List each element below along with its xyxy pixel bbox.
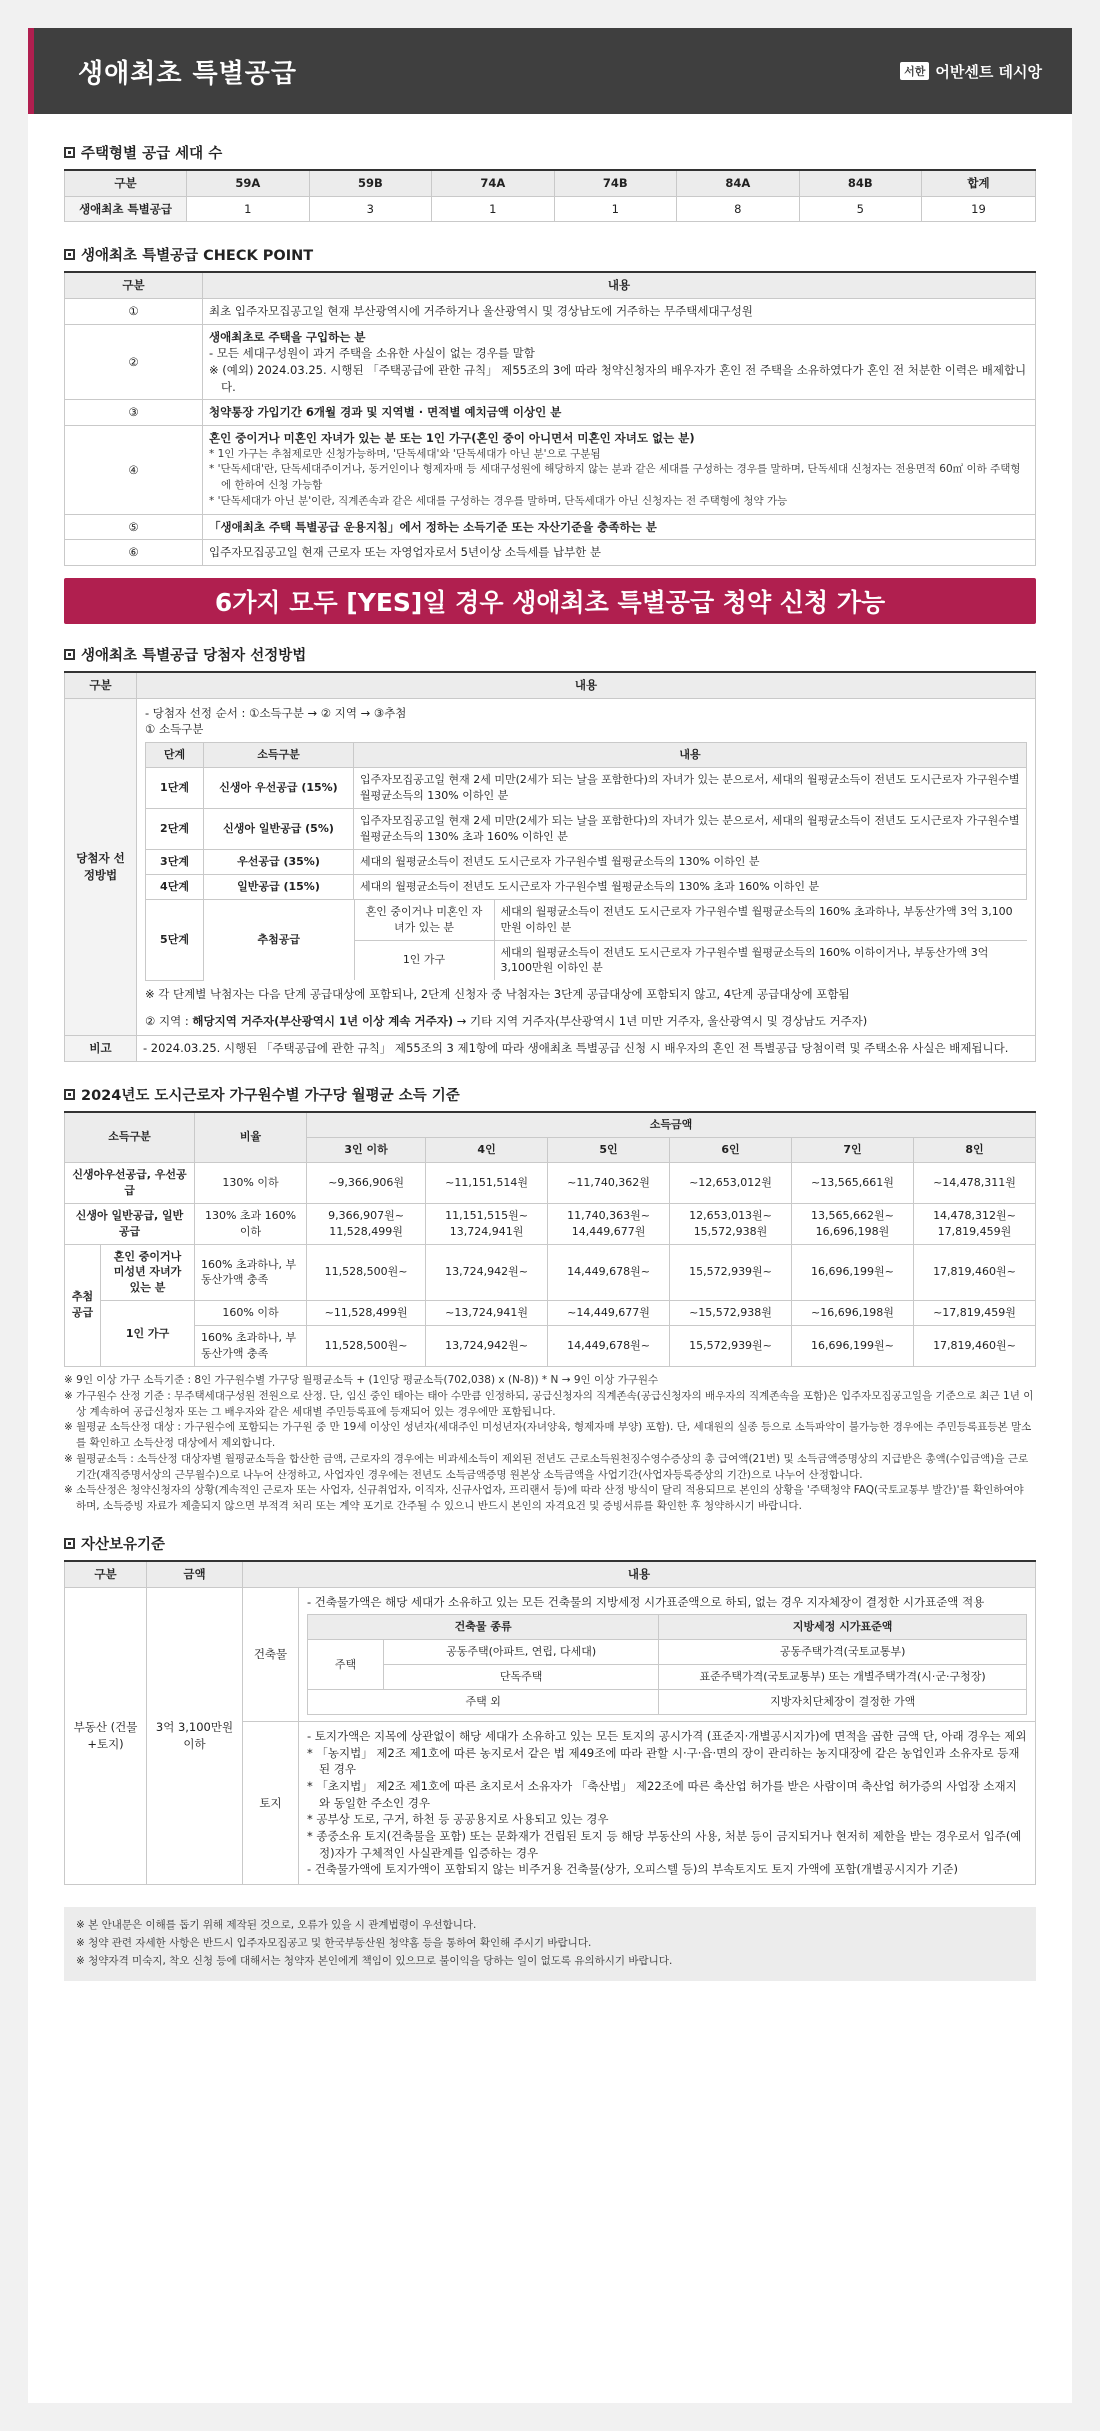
income-value: 14,449,678원~ xyxy=(548,1326,670,1367)
checkpoint-content xyxy=(203,426,1036,515)
building-header-cell: 건축물 종류 xyxy=(308,1615,659,1640)
units-header-cell: 구분 xyxy=(65,170,187,196)
checkpoint-line: 혼인 중이거나 미혼인 자녀가 있는 분 또는 1인 가구(혼인 중이 아니면서 미혼인 자녀도 없는 분) xyxy=(209,431,695,446)
income-ratio: 160% 초과하나, 부동산가액 충족 xyxy=(195,1244,307,1301)
checkpoint-line: * '단독세대가 아닌 분'이란, 직계존속과 같은 세대를 구성하는 경우를 말하며, 단독세대가 아닌 신청자는 전 주택형에 청약 가능 xyxy=(209,494,788,507)
income-note: ※ 월평균 소득산정 대상 : 가구원수에 포함되는 가구원 중 만 19세 이상인 성년자(세대주인 미성년자(자녀양육, 형제자매 부양) 포함). 단, 세대원의 실종 등으로 소득파악이 불가능한 경우에는 주민등록표등본 말소를 확인하고 소득산정 대상에서 제외합니다. xyxy=(64,1421,1032,1450)
checkpoint-row xyxy=(65,426,1036,515)
assets-header-cell: 내용 xyxy=(243,1561,1036,1587)
stage-step: 3단계 xyxy=(146,849,204,874)
income-value: ~17,819,459원 xyxy=(913,1301,1035,1326)
units-cell: 5 xyxy=(799,196,921,222)
building-value: 지방자치단체장이 결정한 가액 xyxy=(659,1690,1027,1715)
units-header-cell: 74A xyxy=(431,170,554,196)
income-value: 17,819,460원~ xyxy=(913,1244,1035,1301)
income-value: 11,528,500원~ xyxy=(307,1326,426,1367)
income-row xyxy=(65,1162,1036,1203)
stage-row xyxy=(146,874,1027,899)
stage-type: 신생아 우선공급 (15%) xyxy=(204,768,354,809)
square-bullet-icon xyxy=(64,649,75,660)
stage-desc: 세대의 월평균소득이 전년도 도시근로자 가구원수별 월평균소득의 130% 이하인 분 xyxy=(354,849,1027,874)
stage-type: 추첨공급 xyxy=(204,900,354,981)
checkpoint-section-title: 생애최초 특별공급 CHECK POINT xyxy=(64,244,1036,265)
building-value: 표준주택가격(국토교통부) 또는 개별주택가격(시·군·구청장) xyxy=(659,1665,1027,1690)
stage-header-cell: 단계 xyxy=(146,743,204,768)
income-section-title: 2024년도 도시근로자 가구원수별 가구당 월평균 소득 기준 xyxy=(64,1084,1036,1105)
stage-desc: 입주자모집공고일 현재 2세 미만(2세가 되는 날을 포함한다)의 자녀가 있는 분으로서, 세대의 월평균소득이 전년도 도시근로자 가구원수별 월평균소득의 130% 초과 160% 이하인 분 xyxy=(354,808,1027,849)
income-ratio: 160% 초과하나, 부동산가액 충족 xyxy=(195,1326,307,1367)
income-value: 11,740,363원~ 14,449,677원 xyxy=(548,1203,670,1244)
brand-logo: 서한 xyxy=(900,62,929,80)
income-ratio: 160% 이하 xyxy=(195,1301,307,1326)
building-kind: 단독주택 xyxy=(384,1665,659,1690)
stage-desc: 세대의 월평균소득이 전년도 도시근로자 가구원수별 월평균소득의 130% 초과 160% 이하인 분 xyxy=(354,874,1027,899)
building-kind: 공동주택(아파트, 연립, 다세대) xyxy=(384,1640,659,1665)
square-bullet-icon xyxy=(64,147,75,158)
checkpoint-row xyxy=(65,540,1036,566)
content xyxy=(28,114,1072,1981)
assets-table xyxy=(64,1560,1036,1885)
income-notes xyxy=(64,1373,1036,1515)
square-bullet-icon xyxy=(64,1538,75,1549)
checkpoint-no: ③ xyxy=(65,400,203,426)
checkpoint-row xyxy=(65,400,1036,426)
income-note: ※ 월평균소득 : 소득산정 대상자별 월평균소득을 합산한 금액, 근로자의 경우에는 비과세소득이 제외된 전년도 근로소득원천징수영수증상의 총 급여액(21번) 및 소득금액증명상의 지급받은 총액(수입금액)을 근로기간(재직증명서상의 근무월수)으로 나누어 산정하고, 사업자인 경우에는 전년도 소득금액증명 원본상 소득금액을 사업기간(사업자등록증상의 기간)으로 나누어 산정합니다. xyxy=(64,1452,1029,1481)
income-value: ~11,528,499원 xyxy=(307,1301,426,1326)
stage5-desc: 세대의 월평균소득이 전년도 도시근로자 가구원수별 월평균소득의 160% 초과하나, 부동산가액 3억 3,100만원 이하인 분 xyxy=(494,900,1027,940)
page-title: 생애최초 특별공급 xyxy=(78,58,297,89)
income-col-header: 5인 xyxy=(548,1137,670,1162)
income-value: 13,724,942원~ xyxy=(426,1326,548,1367)
assets-amount: 3억 3,100만원 이하 xyxy=(147,1587,243,1884)
checkpoint-line: 생애최초로 주택을 구입하는 분 xyxy=(209,329,366,344)
income-type: 1인 가구 xyxy=(101,1301,195,1367)
income-col-header: 3인 이하 xyxy=(307,1137,426,1162)
income-col-header: 4인 xyxy=(426,1137,548,1162)
building-kind: 주택 외 xyxy=(308,1690,659,1715)
stage-step: 4단계 xyxy=(146,874,204,899)
units-row xyxy=(65,196,1036,222)
income-type: 혼인 중이거나 미성년 자녀가 있는 분 xyxy=(101,1244,195,1301)
building-intro: - 건축물가액은 해당 세대가 소유하고 있는 모든 건축물의 지방세정 시가표준액으로 하되, 없는 경우 지자체장이 결정한 시가표준액 적용 xyxy=(307,1594,985,1609)
checkpoint-no: ① xyxy=(65,299,203,325)
land-line: * 「농지법」 제2조 제1호에 따른 농지로서 같은 법 제49조에 따라 관할 시·구·읍·면의 장이 관리하는 농지대장에 같은 농업인과 소유자로 등재된 경우 xyxy=(307,1745,1020,1777)
stage-row xyxy=(146,808,1027,849)
income-col-header: 6인 xyxy=(670,1137,792,1162)
square-bullet-icon xyxy=(64,249,75,260)
checkpoint-row xyxy=(65,514,1036,540)
brand xyxy=(900,61,1042,82)
stage5-table xyxy=(204,900,1027,981)
building-label: 건축물 xyxy=(243,1587,299,1721)
income-header-cell: 소득금액 xyxy=(307,1112,1036,1137)
land-line: * 종중소유 토지(건축물을 포함) 또는 문화재가 건립된 토지 등 해당 부동산의 사용, 처분 등이 금지되거나 현저히 제한을 받는 경우로서 입주(예정)자가 구체적인 사실관계를 입증하는 경우 xyxy=(307,1829,1022,1860)
income-note: ※ 소득산정은 청약신청자의 상황(계속적인 근로자 또는 사업자, 신규취업자, 이직자, 신규사업자, 프리랜서 등)에 따라 산정 방식이 달리 적용되므로 본인의 상황을 '주택청약 FAQ(국토교통부 발간)'를 확인하여야 하며, 소득증빙 자료가 제출되지 않으면 부적격 처리 또는 계약 포기로 간주될 수 있으니 반드시 본인의 자격요건 및 증빙서류를 확인한 후 청약하시기 바랍니다. xyxy=(64,1484,1024,1513)
land-line: * 「초지법」 제2조 제1호에 따른 초지로서 소유자가 「축산법」 제22조에 따른 축산업 허가를 받은 사람이며 축산업 허가증의 사업장 소재지와 동일한 주소인 경우 xyxy=(307,1779,1017,1810)
income-value: 15,572,939원~ xyxy=(670,1326,792,1367)
income-type: 신생아우선공급, 우선공급 xyxy=(65,1162,195,1203)
stage-header-cell: 내용 xyxy=(354,743,1027,768)
units-header-cell: 84A xyxy=(676,170,799,196)
checkpoint-line: * 1인 가구는 추첨제로만 신청가능하며, '단독세대'와 '단독세대가 아닌 분'으로 구분됨 xyxy=(209,447,601,460)
stage5-who: 1인 가구 xyxy=(354,940,494,980)
income-value: 16,696,199원~ xyxy=(791,1326,913,1367)
checkpoint-header-cell: 구분 xyxy=(65,272,203,298)
income-value: 13,565,662원~ 16,696,198원 xyxy=(791,1203,913,1244)
checkpoint-line: - 모든 세대구성원이 과거 주택을 소유한 사실이 없는 경우를 말함 xyxy=(209,346,535,361)
income-value: 16,696,199원~ xyxy=(791,1244,913,1301)
income-row xyxy=(65,1203,1036,1244)
square-bullet-icon xyxy=(64,1089,75,1100)
income-ratio: 130% 이하 xyxy=(195,1162,307,1203)
income-value: 11,151,515원~ 13,724,941원 xyxy=(426,1203,548,1244)
income-note: ※ 9인 이상 가구 소득기준 : 8인 가구원수별 가구당 월평균소득 + (1인당 평균소득(702,038) x (N-8)) * N → 9인 이상 가구원수 xyxy=(64,1374,659,1387)
selection-order: - 당첨자 선정 순서 : ①소득구분 → ② 지역 → ③추첨 xyxy=(145,705,407,720)
income-header-cell: 소득구분 xyxy=(65,1112,195,1162)
checkpoint-row xyxy=(65,324,1036,400)
income-value: ~13,724,941원 xyxy=(426,1301,548,1326)
assets-header-cell: 금액 xyxy=(147,1561,243,1587)
units-header-cell: 84B xyxy=(799,170,921,196)
stage-step: 5단계 xyxy=(146,899,204,980)
checkpoint-no: ⑤ xyxy=(65,514,203,540)
checkpoint-row xyxy=(65,299,1036,325)
selection-label: 당첨자 선정방법 xyxy=(65,698,137,1036)
units-header-row xyxy=(65,170,1036,196)
units-cell: 3 xyxy=(309,196,431,222)
income-value: ~13,565,661원 xyxy=(791,1162,913,1203)
checkpoint-line: ※ (예외) 2024.03.25. 시행된 「주택공급에 관한 규칙」 제55조의 3에 따라 청약신청자의 배우자가 혼인 전 주택을 소유하였다가 혼인 전 처분한 이력은 배제합니다. xyxy=(209,363,1027,394)
units-header-cell: 합계 xyxy=(921,170,1035,196)
income-ratio: 130% 초과 160% 이하 xyxy=(195,1203,307,1244)
income-value: 14,449,678원~ xyxy=(548,1244,670,1301)
checkpoint-line: * '단독세대'란, 단독세대주이거나, 동거인이나 형제자매 등 세대구성원에 해당하지 않는 분과 같은 세대를 구성하는 경우를 말하며, 단독세대 신청자는 전용면적 60㎡ 이하 주택형에 한하여 신청 가능함 xyxy=(209,463,1021,492)
units-header-cell: 74B xyxy=(554,170,676,196)
selection-sub1: ① 소득구분 xyxy=(145,722,204,737)
income-col-header: 7인 xyxy=(791,1137,913,1162)
income-col-header: 8인 xyxy=(913,1137,1035,1162)
assets-header-cell: 구분 xyxy=(65,1561,147,1587)
remark-label: 비고 xyxy=(65,1036,137,1062)
footnote: ※ 본 안내문은 이해를 돕기 위해 제작된 것으로, 오류가 있을 시 관계법령이 우선합니다. xyxy=(76,1919,477,1932)
income-row xyxy=(65,1326,1036,1367)
income-value: ~9,366,906원 xyxy=(307,1162,426,1203)
checkpoint-no: ④ xyxy=(65,426,203,515)
units-header-cell: 59B xyxy=(309,170,431,196)
units-table xyxy=(64,169,1036,222)
stage-header-cell: 소득구분 xyxy=(204,743,354,768)
building-content xyxy=(299,1587,1036,1721)
land-label: 토지 xyxy=(243,1722,299,1885)
assets-section-title: 자산보유기준 xyxy=(64,1533,1036,1554)
brand-name: 어반센트 데시앙 xyxy=(935,62,1042,81)
income-value: 14,478,312원~ 17,819,459원 xyxy=(913,1203,1035,1244)
eligibility-banner: 6가지 모두 [YES]일 경우 생애최초 특별공급 청약 신청 가능 xyxy=(64,578,1036,624)
stage-table xyxy=(145,742,1027,981)
building-header-cell: 지방세정 시가표준액 xyxy=(659,1615,1027,1640)
units-header-cell: 59A xyxy=(187,170,310,196)
income-value: ~14,478,311원 xyxy=(913,1162,1035,1203)
income-row xyxy=(65,1244,1036,1301)
income-header-cell: 비율 xyxy=(195,1112,307,1162)
stage-type: 우선공급 (35%) xyxy=(204,849,354,874)
units-cell: 생애최초 특별공급 xyxy=(65,196,187,222)
footnote: ※ 청약 관련 자세한 사항은 반드시 입주자모집공고 및 한국부동산원 청약홈 등을 통하여 확인해 주시기 바랍니다. xyxy=(76,1936,592,1949)
checkpoint-content: 최초 입주자모집공고일 현재 부산광역시에 거주하거나 울산광역시 및 경상남도에 거주하는 무주택세대구성원 xyxy=(203,299,1036,325)
income-table xyxy=(64,1111,1036,1367)
units-cell: 1 xyxy=(187,196,310,222)
selection-header-cell: 내용 xyxy=(137,672,1036,698)
land-line: - 건축물가액에 토지가액이 포함되지 않는 비주거용 건축물(상가, 오피스텔 등)의 부속토지도 토지 가액에 포함(개별공시지가 기준) xyxy=(307,1862,958,1877)
lottery-label: 추첨 공급 xyxy=(65,1244,101,1367)
building-table xyxy=(307,1614,1027,1715)
checkpoint-content: 입주자모집공고일 현재 근로자 또는 자영업자로서 5년이상 소득세를 납부한 분 xyxy=(203,540,1036,566)
stage-type: 일반공급 (15%) xyxy=(204,874,354,899)
income-value: 11,528,500원~ xyxy=(307,1244,426,1301)
selection-note: ※ 각 단계별 낙첨자는 다음 단계 공급대상에 포함되나, 2단계 신청자 중 낙첨자는 3단계 공급대상에 포함되지 않고, 4단계 공급대상에 포함됨 xyxy=(145,986,850,1001)
selection-table xyxy=(64,671,1036,1062)
income-value: ~14,449,677원 xyxy=(548,1301,670,1326)
assets-type: 부동산 (건물+토지) xyxy=(65,1587,147,1884)
checkpoint-content xyxy=(203,324,1036,400)
income-value: ~15,572,938원 xyxy=(670,1301,792,1326)
units-section-title: 주택형별 공급 세대 수 xyxy=(64,142,1036,163)
stage-row xyxy=(146,849,1027,874)
housing-label: 주택 xyxy=(308,1640,384,1690)
units-cell: 1 xyxy=(554,196,676,222)
stage-step: 1단계 xyxy=(146,768,204,809)
income-value: ~11,151,514원 xyxy=(426,1162,548,1203)
checkpoint-header-cell: 내용 xyxy=(203,272,1036,298)
checkpoint-no: ② xyxy=(65,324,203,400)
checkpoint-content: 청약통장 가입기간 6개월 경과 및 지역별 · 면적별 예치금액 이상인 분 xyxy=(203,400,1036,426)
income-value: 15,572,939원~ xyxy=(670,1244,792,1301)
income-value: 13,724,942원~ xyxy=(426,1244,548,1301)
income-row xyxy=(65,1301,1036,1326)
checkpoint-content: 「생애최초 주택 특별공급 운용지침」에서 정하는 소득기준 또는 자산기준을 충족하는 분 xyxy=(203,514,1036,540)
stage5-wrap xyxy=(204,899,1027,980)
income-value: ~11,740,362원 xyxy=(548,1162,670,1203)
building-value: 공동주택가격(국토교통부) xyxy=(659,1640,1027,1665)
income-type: 신생아 일반공급, 일반공급 xyxy=(65,1203,195,1244)
checkpoint-no: ⑥ xyxy=(65,540,203,566)
income-value: 9,366,907원~ 11,528,499원 xyxy=(307,1203,426,1244)
stage-row xyxy=(146,768,1027,809)
land-line: * 공부상 도로, 구거, 하천 등 공공용지로 사용되고 있는 경우 xyxy=(307,1812,609,1827)
income-value: ~12,653,012원 xyxy=(670,1162,792,1203)
page-header xyxy=(28,28,1072,114)
income-value: 17,819,460원~ xyxy=(913,1326,1035,1367)
income-value: ~16,696,198원 xyxy=(791,1301,913,1326)
selection-header-cell: 구분 xyxy=(65,672,137,698)
stage5-desc: 세대의 월평균소득이 전년도 도시근로자 가구원수별 월평균소득의 160% 이하이거나, 부동산가액 3억 3,100만원 이하인 분 xyxy=(494,940,1027,980)
selection-section-title: 생애최초 특별공급 당첨자 선정방법 xyxy=(64,644,1036,665)
stage-type: 신생아 일반공급 (5%) xyxy=(204,808,354,849)
land-content xyxy=(299,1722,1036,1885)
remark-content: - 2024.03.25. 시행된 「주택공급에 관한 규칙」 제55조의 3 제1항에 따라 생애최초 특별공급 신청 시 배우자의 혼인 전 특별공급 당첨이력 및 주택소유 사실은 배제됩니다. xyxy=(137,1036,1036,1062)
income-note: ※ 가구원수 산정 기준 : 무주택세대구성원 전원으로 산정. 단, 임신 중인 태아는 태아 수만큼 인정하되, 공급신청자의 직계존속(공급신청자의 배우자의 직계존속을 포함)은 입주자모집공고일을 기준으로 최근 1년 이상 계속하여 공급신청자 또는 그 배우자와 같은 세대별 주민등록표에 등재되어 있는 경우에만 포함됩니다. xyxy=(64,1389,1034,1418)
stage-desc: 입주자모집공고일 현재 2세 미만(2세가 되는 날을 포함한다)의 자녀가 있는 분으로서, 세대의 월평균소득이 전년도 도시근로자 가구원수별 월평균소득의 130% 이하인 분 xyxy=(354,768,1027,809)
stage5-who: 혼인 중이거나 미혼인 자녀가 있는 분 xyxy=(354,900,494,940)
income-value: 12,653,013원~ 15,572,938원 xyxy=(670,1203,792,1244)
footnote-box xyxy=(64,1907,1036,1981)
selection-region: ② 지역 : 해당지역 거주자(부산광역시 1년 이상 계속 거주자) → 기타 지역 거주자(부산광역시 1년 미만 거주자, 울산광역시 및 경상남도 거주자) xyxy=(145,1013,868,1028)
units-cell: 19 xyxy=(921,196,1035,222)
selection-body xyxy=(137,698,1036,1036)
stage-step: 2단계 xyxy=(146,808,204,849)
units-cell: 8 xyxy=(676,196,799,222)
units-cell: 1 xyxy=(431,196,554,222)
checkpoint-table xyxy=(64,271,1036,566)
document-card xyxy=(28,28,1072,2403)
stage-row xyxy=(146,899,1027,980)
footnote: ※ 청약자격 미숙지, 착오 신청 등에 대해서는 청약자 본인에게 책임이 있으므로 불이익을 당하는 일이 없도록 유의하시기 바랍니다. xyxy=(76,1954,673,1967)
land-line: - 토지가액은 지목에 상관없이 해당 세대가 소유하고 있는 모든 토지의 공시가격 (표준지·개별공시지가)에 면적을 곱한 금액 단, 아래 경우는 제외 xyxy=(307,1729,1027,1743)
